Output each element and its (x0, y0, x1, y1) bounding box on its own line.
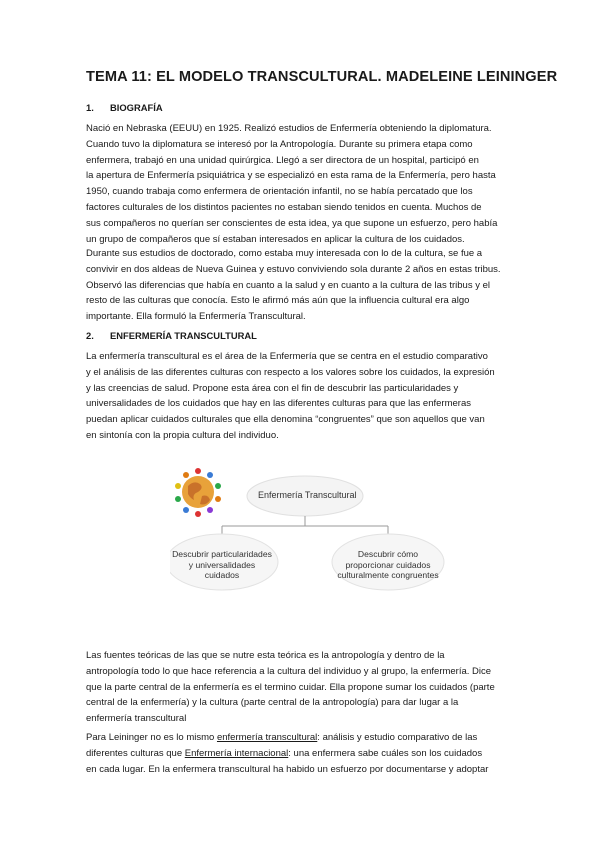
text-line: convivir en dos aldeas de Nueva Guinea y estuvo conviviendo sola durante 2 años en estas tribus. (86, 263, 501, 275)
paragraph-theoretical-sources (86, 648, 516, 727)
text-line (86, 746, 516, 762)
text-line: puedan aplicar cuidados culturales que ella denomina “congruentes” que son aquellos que van (86, 414, 485, 426)
text-line: un grupo de compañeros que sí estaban interesados en aplicar la cultura de los cuidados. (86, 233, 465, 245)
text-line: resto de las culturas que conocía. Esto le afirmó más aún que la influencia cultural era algo (86, 295, 470, 307)
text-line: La enfermería transcultural es el área de la Enfermería que se centra en el estudio comparativo (86, 351, 488, 362)
text-line: Cuando tuvo la diplomatura se interesó por la Antropología. Durante su primera etapa como (86, 138, 473, 150)
section-title: ENFERMERÍA TRANSCULTURAL (110, 330, 257, 341)
paragraph-biography-2 (86, 246, 516, 325)
paragraph-comparison (86, 730, 516, 777)
diagram-label-line: culturalmente congruentes (337, 570, 439, 580)
diagram-label-line: y universalidades (188, 559, 256, 570)
text-line: Observó las diferencias que había en cuanto a la salud y en cuanto a la cultura de las tribus y el (86, 279, 490, 291)
text-line: Las fuentes teóricas de las que se nutre esta teórica es la antropología y dentro de la (86, 650, 445, 661)
text-line: la apertura de Enfermería psiquiátrica y se especializó en esta rama de la Enfermería, pero hasta (86, 170, 496, 182)
text-line: en sintonía con la propia cultura del individuo. (86, 429, 279, 441)
underlined-term: Enfermería internacional (184, 747, 289, 759)
section-heading-biografia (86, 102, 163, 113)
diagram-right-label (336, 549, 440, 581)
underlined-term: enfermería transcultural (216, 732, 318, 743)
text-run: : una enfermera sabe cuáles son los cuidados (288, 747, 483, 759)
section-number: 2. (86, 330, 94, 341)
paragraph-biography-1 (86, 121, 516, 247)
text-line: Nació en Nebraska (EEUU) en 1925. Realizó estudios de Enfermería obteniendo la diplomatura. (86, 123, 492, 134)
text-line: en cada lugar. En la enfermera transcultural ha habido un esfuerzo por documentarse y adoptar (86, 763, 489, 775)
text-line: enfermera, trabajó en una unidad quirúrgica. Llegó a ser directora de un hospital, participó en (86, 154, 479, 166)
section-title: BIOGRAFÍA (110, 102, 163, 113)
diagram-root-label: Enfermería Transcultural (258, 490, 357, 500)
diagram-label-line: proporcionar cuidados (345, 559, 431, 570)
document-title: TEMA 11: EL MODELO TRANSCULTURAL. MADELEINE LEININGER (86, 69, 558, 85)
text-line: y el análisis de las diferentes culturas con respecto a los valores sobre los cuidados, la expresión (86, 366, 495, 378)
text-run: diferentes culturas que (86, 747, 185, 759)
section-number: 1. (86, 102, 94, 113)
text-line: 1950, cuando trabaja como enfermera de orientación infantil, no se había percatado que los (86, 186, 473, 198)
text-run: : análisis y estudio comparativo de las (317, 732, 478, 743)
text-line: sus compañeros no querían ser conscientes de esta idea, ya que supone un esfuerzo, pero había (86, 217, 498, 229)
text-line: enfermería transcultural (86, 713, 187, 725)
text-line: antropología todo lo que hace referencia a la cultura del individuo y al grupo, la enfermería. Dice (86, 665, 492, 677)
diagram-left-label (170, 549, 274, 581)
text-line: y las creencias de salud. Propone esta área con el fin de descubrir las particularidades y (86, 382, 459, 394)
section-heading-enfermeria-transcultural (86, 330, 257, 341)
paragraph-transcultural-definition (86, 349, 516, 444)
text-line: factores culturales de los distintos pacientes no estaban siendo tenidos en cuenta. Muchos de (86, 201, 482, 213)
text-run: Para Leininger no es lo mismo (86, 732, 217, 743)
diagram-label-line: Descubrir particularidades (172, 549, 272, 559)
text-line: Durante sus estudios de doctorado, como estaba muy interesada con lo de la cultura, se fue a (86, 248, 483, 259)
text-line: universalidades de los cuidados que hay en las diferentes culturas para que las enfermeras (86, 398, 471, 410)
text-line: que la parte central de la enfermería es el termino cuidar. Ella propone sumar los cuidados (parte (86, 681, 495, 693)
text-line: importante. Ella formuló la Enfermería Transcultural. (86, 311, 306, 323)
text-line: central de la enfermería) y la cultura (parte central de la antropología) para dar lugar a la (86, 697, 459, 709)
diagram-label-line: cuidados (204, 570, 240, 580)
diagram-label-line: Descubrir cómo (357, 549, 419, 559)
text-line (86, 730, 516, 746)
